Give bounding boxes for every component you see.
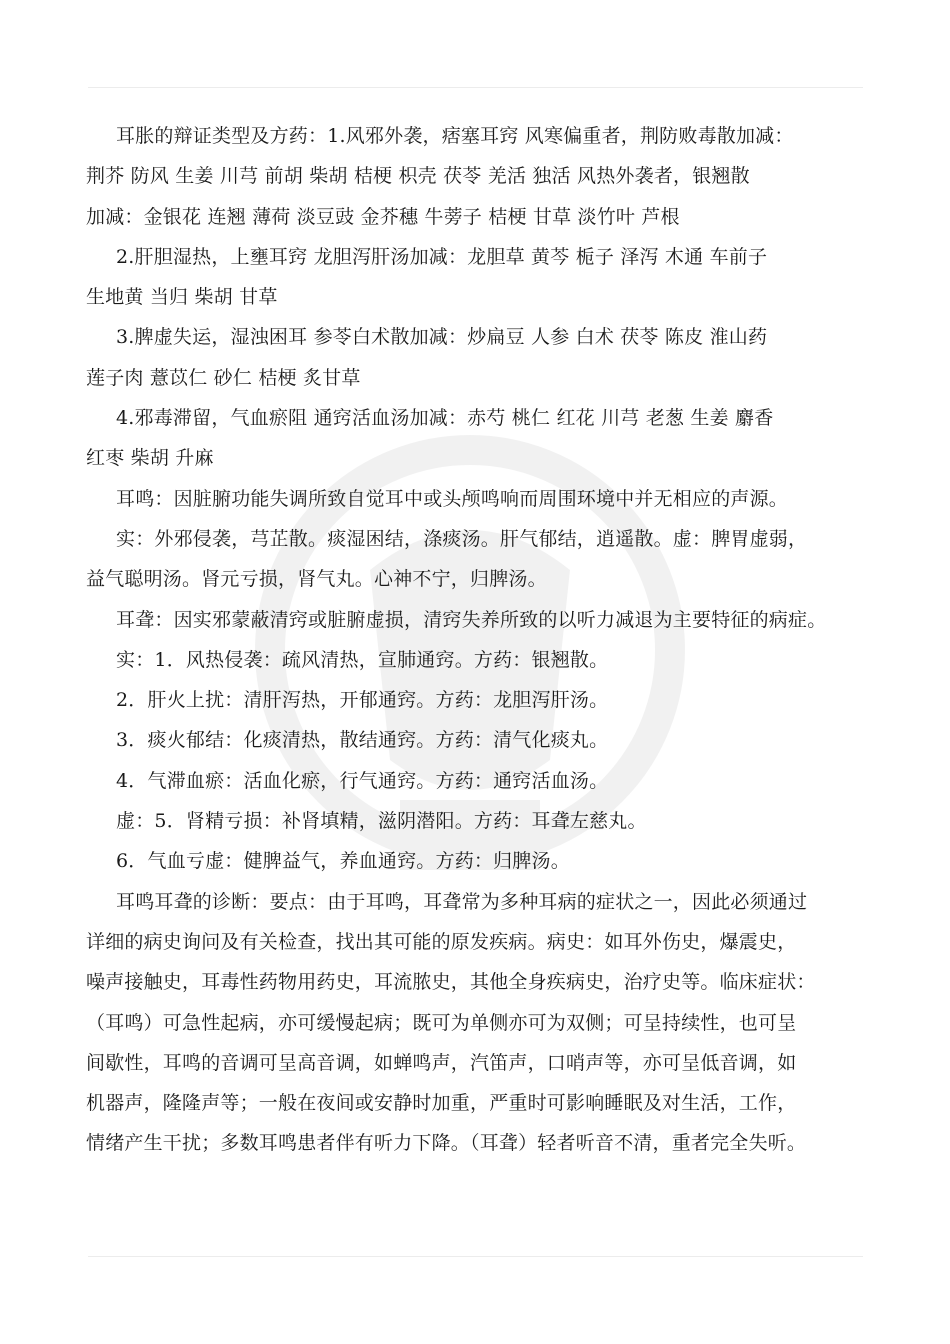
- header-rule: [88, 87, 863, 88]
- text-line: 情绪产生干扰；多数耳鸣患者伴有听力下降。（耳聋）轻者听音不清，重者完全失听。: [86, 1132, 807, 1155]
- text-line: 机器声，隆隆声等；一般在夜间或安静时加重，严重时可影响睡眠及对生活，工作，: [86, 1092, 797, 1115]
- text-line: 虚：5．肾精亏损：补肾填精，滋阴潜阳。方药：耳聋左慈丸。: [116, 810, 647, 833]
- text-line: 6．气血亏虚：健脾益气，养血通窍。方药：归脾汤。: [116, 850, 570, 873]
- document-body: [86, 116, 878, 1164]
- text-line: （耳鸣）可急性起病，亦可缓慢起病；既可为单侧亦可为双侧；可呈持续性，也可呈: [86, 1011, 797, 1034]
- text-line: 红枣 柴胡 升麻: [86, 447, 214, 470]
- text-line: 益气聪明汤。肾元亏损，肾气丸。心神不宁，归脾汤。: [86, 568, 547, 591]
- text-line: 4.邪毒滞留，气血瘀阻 通窍活血汤加减：赤芍 桃仁 红花 川芎 老葱 生姜 麝香: [116, 407, 774, 430]
- text-line: 加减：金银花 连翘 薄荷 淡豆豉 金芥穗 牛蒡子 桔梗 甘草 淡竹叶 芦根: [86, 205, 680, 228]
- text-line: 实：外邪侵袭，芎芷散。痰湿困结，涤痰汤。肝气郁结，逍遥散。虚：脾胃虚弱，: [116, 527, 808, 550]
- footer-rule: [88, 1256, 863, 1257]
- text-line: 3．痰火郁结：化痰清热，散结通窍。方药：清气化痰丸。: [116, 729, 609, 752]
- text-line: 噪声接触史，耳毒性药物用药史，耳流脓史，其他全身疾病史，治疗史等。临床症状：: [86, 971, 816, 994]
- text-line: 生地黄 当归 柴胡 甘草: [86, 286, 278, 309]
- text-line: 实：1．风热侵袭：疏风清热，宣肺通窍。方药：银翘散。: [116, 648, 609, 671]
- text-line: 4．气滞血瘀：活血化瘀，行气通窍。方药：通窍活血汤。: [116, 769, 609, 792]
- text-line: 耳鸣：因脏腑功能失调所致自觉耳中或头颅鸣响而周围环境中并无相应的声源。: [116, 487, 789, 510]
- text-line: 2．肝火上扰：清肝泻热，开郁通窍。方药：龙胆泻肝汤。: [116, 689, 609, 712]
- text-line: 荆芥 防风 生姜 川芎 前胡 柴胡 桔梗 枳壳 茯苓 羌活 独活 风热外袭者，银翘散: [86, 165, 750, 188]
- text-line: 耳聋：因实邪蒙蔽清窍或脏腑虚损，清窍失养所致的以听力减退为主要特征的病症。: [116, 608, 827, 631]
- text-line: 莲子肉 薏苡仁 砂仁 桔梗 炙甘草: [86, 366, 361, 389]
- text-line: 耳鸣耳聋的诊断：要点：由于耳鸣，耳聋常为多种耳病的症状之一，因此必须通过: [116, 890, 808, 913]
- text-line: 详细的病史询问及有关检查，找出其可能的原发疾病。病史：如耳外伤史，爆震史，: [86, 930, 797, 953]
- text-line: 3.脾虚失运，湿浊困耳 参苓白术散加减：炒扁豆 人参 白术 茯苓 陈皮 淮山药: [116, 326, 768, 349]
- text-line: 2.肝胆湿热，上壅耳窍 龙胆泻肝汤加减：龙胆草 黄芩 栀子 泽泻 木通 车前子: [116, 245, 768, 268]
- text-line: 耳胀的辩证类型及方药：1.风邪外袭，痞塞耳窍 风寒偏重者，荆防败毒散加减：: [116, 125, 794, 147]
- text-line: 间歇性，耳鸣的音调可呈高音调，如蝉鸣声，汽笛声，口哨声等，亦可呈低音调，如: [86, 1051, 797, 1074]
